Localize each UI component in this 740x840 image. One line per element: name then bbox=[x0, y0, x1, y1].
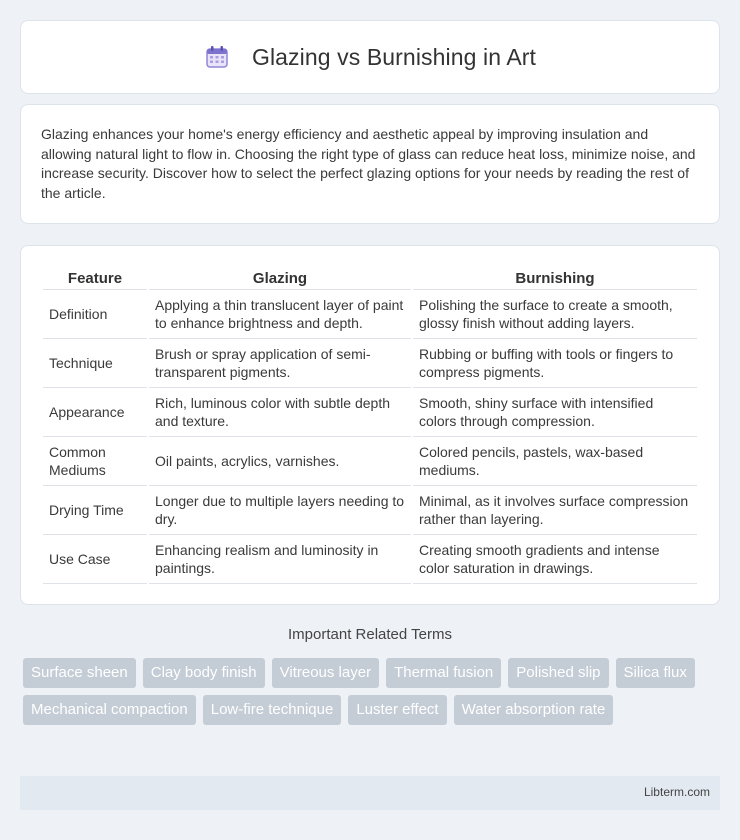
page-title: Glazing vs Burnishing in Art bbox=[251, 43, 537, 70]
intro-text: Glazing enhances your home's energy efficiency and aesthetic appeal by improving insulation and allowing natural light to flow in. Choosing the right type of glass can reduce heat loss, minimize noise, and increase security. Discover how to select the perfect glazing options for your needs by reading the rest of the article. bbox=[41, 126, 696, 201]
table-row bbox=[43, 290, 697, 339]
column-header-glazing: Glazing bbox=[149, 266, 411, 290]
row-glazing: Applying a thin translucent layer of paint to enhance brightness and depth. bbox=[149, 290, 411, 339]
row-burnishing: Smooth, shiny surface with intensified colors through compression. bbox=[413, 388, 697, 437]
term-tag[interactable]: Silica flux bbox=[616, 658, 695, 688]
column-header-feature: Feature bbox=[43, 266, 147, 290]
row-feature: Appearance bbox=[43, 388, 147, 437]
row-feature: Definition bbox=[43, 290, 147, 339]
row-feature: Technique bbox=[43, 339, 147, 388]
row-glazing: Brush or spray application of semi-transparent pigments. bbox=[149, 339, 411, 388]
term-tag[interactable]: Thermal fusion bbox=[386, 658, 501, 688]
comparison-table bbox=[41, 266, 699, 584]
row-burnishing: Polishing the surface to create a smooth, glossy finish without adding layers. bbox=[413, 290, 697, 339]
related-terms-list bbox=[23, 658, 723, 732]
term-tag[interactable]: Clay body finish bbox=[143, 658, 265, 688]
row-burnishing: Rubbing or buffing with tools or fingers to compress pigments. bbox=[413, 339, 697, 388]
row-feature: Common Mediums bbox=[43, 437, 147, 486]
column-header-burnishing: Burnishing bbox=[413, 266, 697, 290]
row-glazing: Longer due to multiple layers needing to dry. bbox=[149, 486, 411, 535]
header-card bbox=[20, 20, 720, 94]
term-tag[interactable]: Mechanical compaction bbox=[23, 695, 196, 725]
row-burnishing: Creating smooth gradients and intense color saturation in drawings. bbox=[413, 535, 697, 584]
row-feature: Drying Time bbox=[43, 486, 147, 535]
intro-card bbox=[20, 104, 720, 224]
term-tag[interactable]: Luster effect bbox=[348, 695, 446, 725]
table-row bbox=[43, 437, 697, 486]
footer-site-link[interactable]: Libterm.com bbox=[643, 785, 710, 799]
related-terms-title: Important Related Terms bbox=[288, 626, 452, 643]
term-tag[interactable]: Low-fire technique bbox=[203, 695, 342, 725]
row-glazing: Enhancing realism and luminosity in paintings. bbox=[149, 535, 411, 584]
term-tag[interactable]: Water absorption rate bbox=[454, 695, 614, 725]
table-row bbox=[43, 486, 697, 535]
table-row bbox=[43, 339, 697, 388]
comparison-table-card bbox=[20, 245, 720, 605]
row-glazing: Oil paints, acrylics, varnishes. bbox=[149, 437, 411, 486]
row-burnishing: Minimal, as it involves surface compression rather than layering. bbox=[413, 486, 697, 535]
table-row bbox=[43, 388, 697, 437]
table-row bbox=[43, 535, 697, 584]
term-tag[interactable]: Polished slip bbox=[508, 658, 608, 688]
footer bbox=[20, 776, 720, 810]
term-tag[interactable]: Vitreous layer bbox=[272, 658, 379, 688]
row-burnishing: Colored pencils, pastels, wax-based mediums. bbox=[413, 437, 697, 486]
table-header-row bbox=[43, 266, 697, 290]
row-feature: Use Case bbox=[43, 535, 147, 584]
term-tag[interactable]: Surface sheen bbox=[23, 658, 136, 688]
row-glazing: Rich, luminous color with subtle depth and texture. bbox=[149, 388, 411, 437]
calendar-icon bbox=[204, 44, 230, 70]
